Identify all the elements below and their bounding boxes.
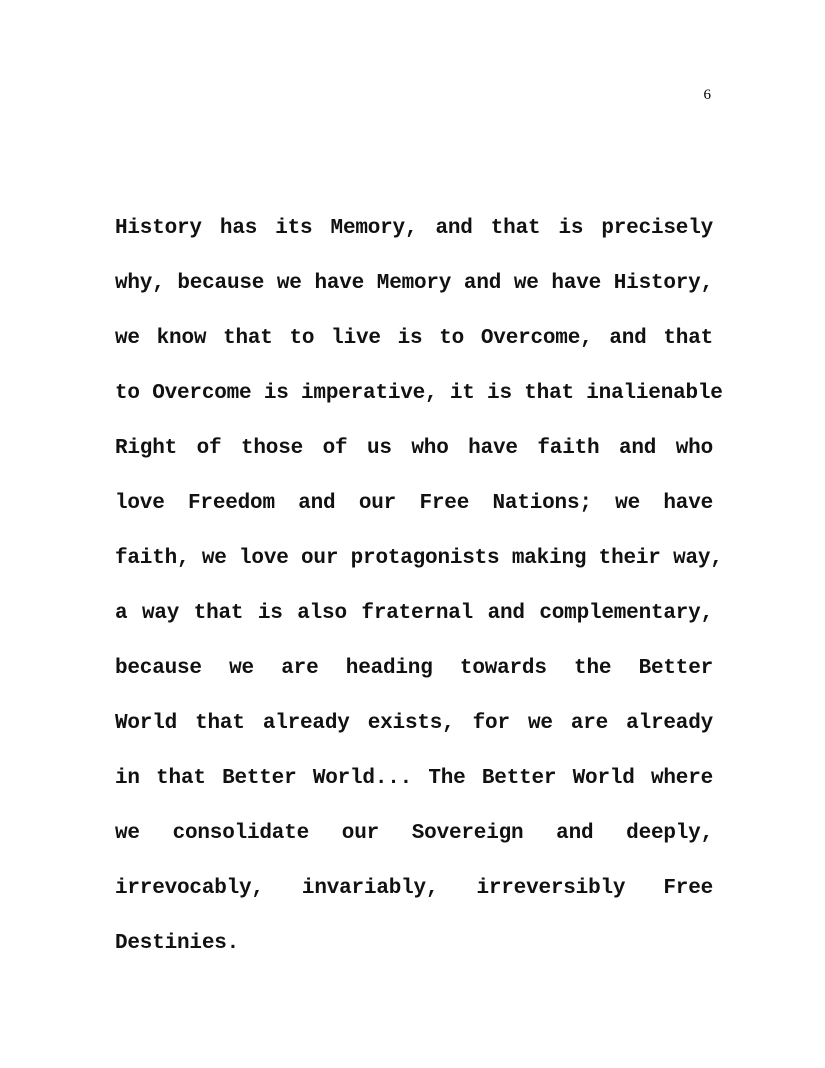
paragraph-line: why, because we have Memory and we have History, — [115, 272, 713, 295]
paragraph-line: World that already exists, for we are already — [115, 712, 713, 735]
paragraph-line: irrevocably, invariably, irreversibly Free — [115, 877, 713, 900]
paragraph-line: a way that is also fraternal and complementary, — [115, 602, 713, 625]
page-number: 6 — [703, 87, 711, 103]
paragraph-line: love Freedom and our Free Nations; we have — [115, 492, 713, 515]
paragraph-line: we consolidate our Sovereign and deeply, — [115, 822, 713, 845]
paragraph-line: because we are heading towards the Better — [115, 657, 713, 680]
paragraph-line: to Overcome is imperative, it is that inalienable — [115, 382, 723, 405]
paragraph-line: Right of those of us who have faith and who — [115, 437, 713, 460]
paragraph-line: faith, we love our protagonists making their way, — [115, 547, 723, 570]
paragraph-line: History has its Memory, and that is precisely — [115, 217, 713, 240]
paragraph-line: Destinies. — [115, 932, 240, 955]
paragraph-line: we know that to live is to Overcome, and that — [115, 327, 713, 350]
body-paragraph — [115, 211, 723, 981]
paragraph-line: in that Better World... The Better World where — [115, 767, 713, 790]
